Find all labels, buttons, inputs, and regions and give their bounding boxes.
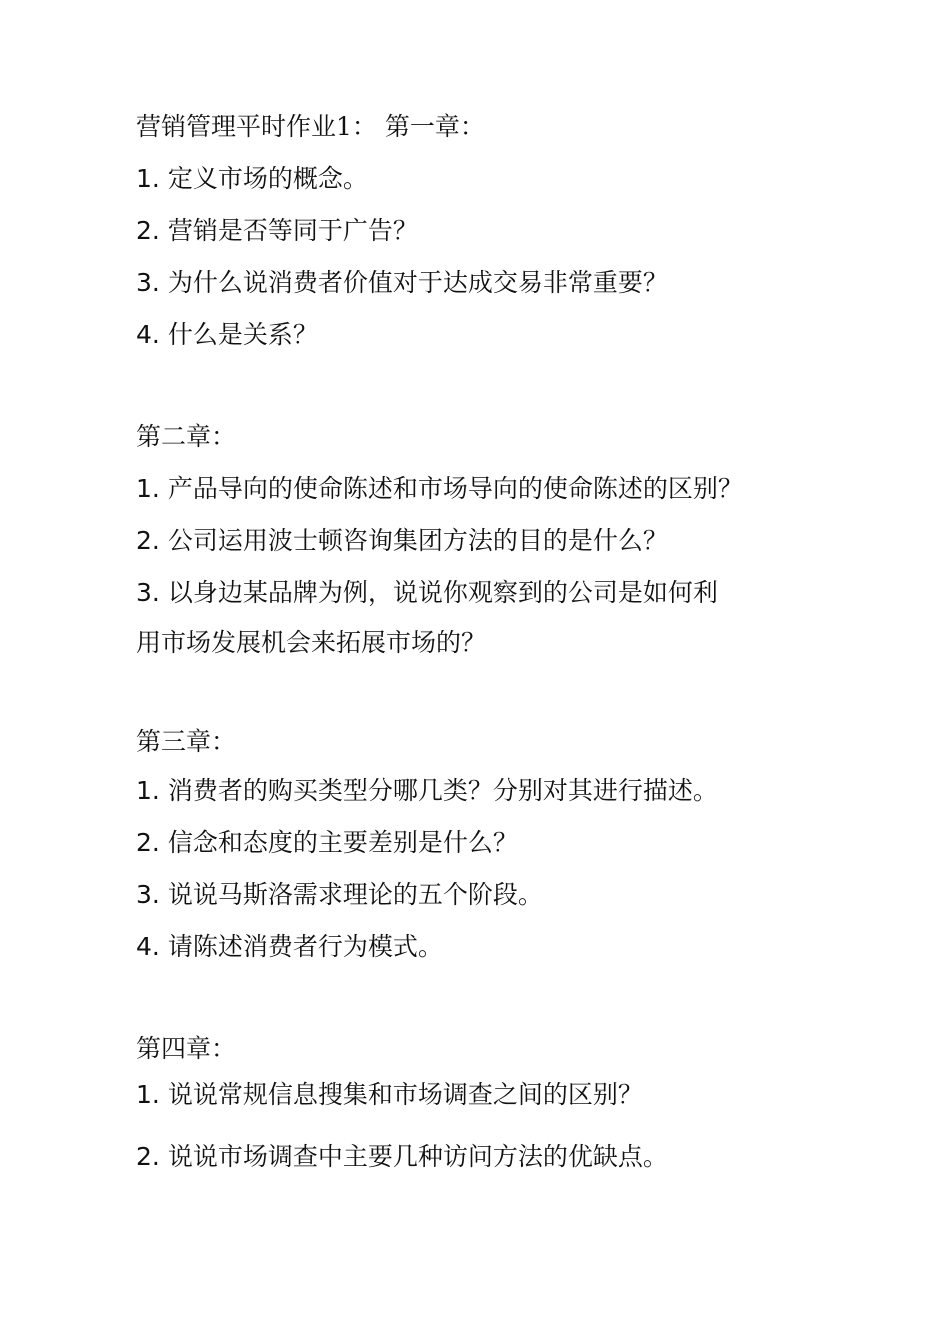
chapter3-question-1 — [136, 774, 718, 808]
question-text: 说说市场调查中主要几种访问方法的优缺点。 — [167, 1142, 668, 1171]
question-number: 3. — [136, 578, 160, 607]
question-number: 4. — [136, 932, 160, 961]
question-number: 3. — [136, 880, 160, 909]
question-number: 4. — [136, 320, 160, 349]
chapter4-question-2 — [136, 1140, 668, 1174]
question-text: 以身边某品牌为例，说说你观察到的公司是如何利 — [167, 578, 718, 607]
question-text: 产品导向的使命陈述和市场导向的使命陈述的区别？ — [167, 474, 743, 503]
question-text: 为什么说消费者价值对于达成交易非常重要？ — [167, 268, 668, 297]
question-text: 消费者的购买类型分哪几类？分别对其进行描述。 — [167, 776, 718, 805]
chapter3-question-3 — [136, 878, 543, 912]
chapter2-question-3 — [136, 576, 718, 610]
question-text: 什么是关系？ — [167, 320, 318, 349]
question-number: 2. — [136, 526, 160, 555]
question-number: 3. — [136, 268, 160, 297]
document-header: 营销管理平时作业1： 第一章： — [136, 112, 485, 141]
chapter2-question-3-continuation: 用市场发展机会来拓展市场的？ — [136, 628, 487, 657]
chapter1-question-3 — [136, 266, 668, 300]
chapter1-question-2 — [136, 214, 418, 248]
chapter4-question-1 — [136, 1078, 643, 1112]
chapter2-question-1 — [136, 472, 743, 506]
question-number: 2. — [136, 828, 160, 857]
question-text: 请陈述消费者行为模式。 — [167, 932, 443, 961]
chapter3-title: 第三章： — [136, 727, 237, 756]
chapter2-title: 第二章： — [136, 422, 237, 451]
chapter2-question-2 — [136, 524, 668, 558]
question-number: 1. — [136, 1080, 160, 1109]
question-text: 营销是否等同于广告？ — [167, 216, 418, 245]
chapter3-question-2 — [136, 826, 518, 860]
question-text: 公司运用波士顿咨询集团方法的目的是什么？ — [167, 526, 668, 555]
chapter1-question-4 — [136, 318, 318, 352]
question-number: 1. — [136, 164, 160, 193]
question-text: 信念和态度的主要差别是什么？ — [167, 828, 518, 857]
chapter4-title: 第四章： — [136, 1034, 237, 1063]
chapter1-question-1 — [136, 162, 368, 196]
chapter3-question-4 — [136, 930, 443, 964]
question-text: 定义市场的概念。 — [167, 164, 368, 193]
question-text: 说说常规信息搜集和市场调查之间的区别？ — [167, 1080, 643, 1109]
question-number: 2. — [136, 1142, 160, 1171]
question-number: 2. — [136, 216, 160, 245]
question-number: 1. — [136, 474, 160, 503]
question-text: 说说马斯洛需求理论的五个阶段。 — [167, 880, 543, 909]
question-number: 1. — [136, 776, 160, 805]
